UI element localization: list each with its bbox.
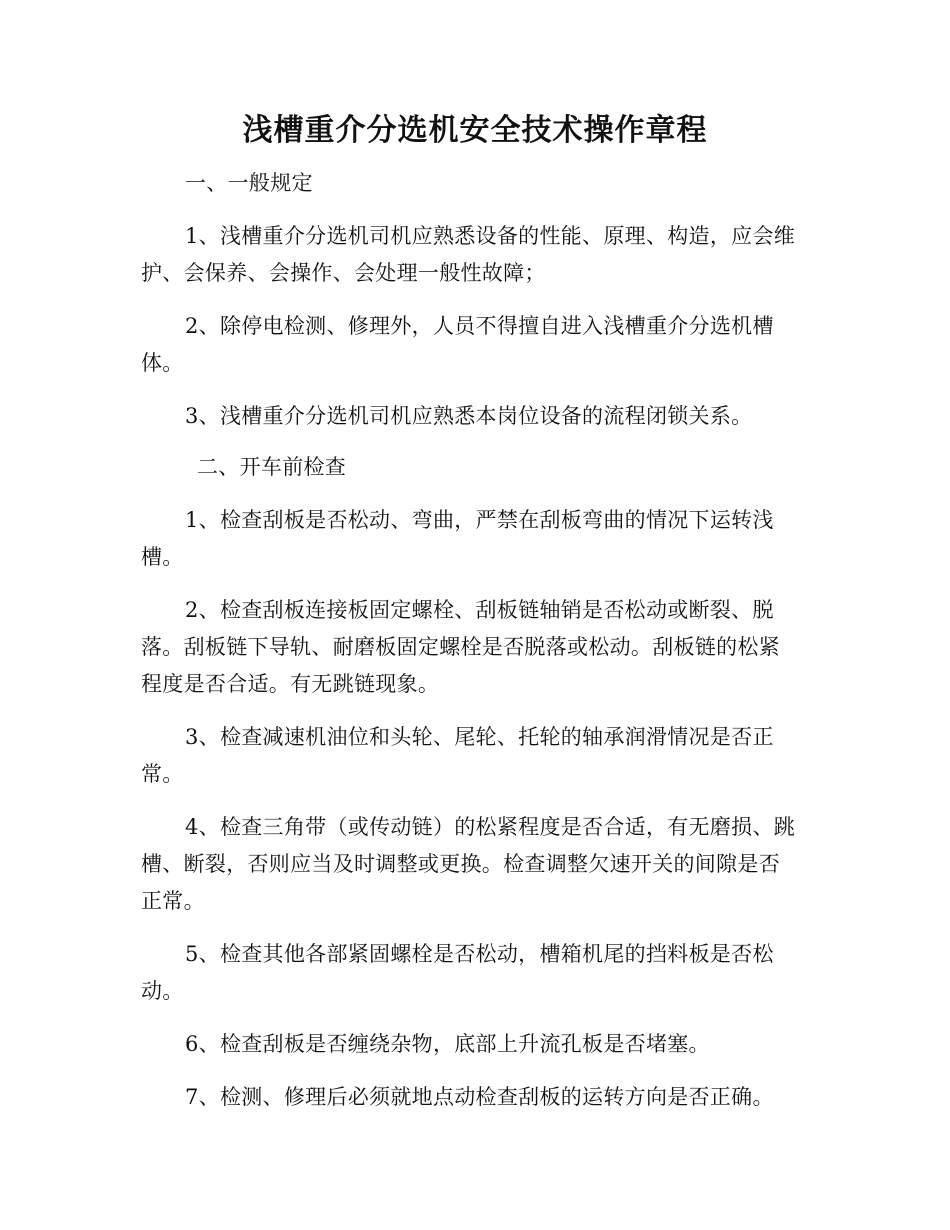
paragraph-line: 5、检查其他各部紧固螺栓是否松动，槽箱机尾的挡料板是否松 <box>185 942 774 966</box>
paragraph-line: 3、浅槽重介分选机司机应熟悉本岗位设备的流程闭锁关系。 <box>185 404 753 428</box>
section-heading: 二、开车前检查 <box>197 455 347 479</box>
paragraph-line: 正常。 <box>141 889 205 913</box>
paragraph-line: 落。刮板链下导轨、耐磨板固定螺栓是否脱落或松动。刮板链的松紧 <box>141 635 780 659</box>
paragraph-line: 槽、断裂，否则应当及时调整或更换。检查调整欠速开关的间隙是否 <box>141 852 780 876</box>
paragraph-line: 6、检查刮板是否缠绕杂物，底部上升流孔板是否堵塞。 <box>185 1032 710 1056</box>
paragraph-line: 3、检查减速机油位和头轮、尾轮、托轮的轴承润滑情况是否正 <box>185 725 774 749</box>
paragraph-line: 1、浅槽重介分选机司机应熟悉设备的性能、原理、构造，应会维 <box>185 224 796 248</box>
paragraph-line: 护、会保养、会操作、会处理一般性故障； <box>141 261 546 285</box>
paragraph-line: 7、检测、修理后必须就地点动检查刮板的运转方向是否正确。 <box>185 1085 774 1109</box>
paragraph-line: 2、检查刮板连接板固定螺栓、刮板链轴销是否松动或断裂、脱 <box>185 598 774 622</box>
paragraph-line: 动。 <box>141 979 184 1003</box>
document-title: 浅槽重介分选机安全技术操作章程 <box>242 113 708 148</box>
section-heading: 一、一般规定 <box>185 171 313 195</box>
paragraph-line: 槽。 <box>141 545 184 569</box>
paragraph-line: 4、检查三角带（或传动链）的松紧程度是否合适，有无磨损、跳 <box>185 815 796 839</box>
paragraph-line: 程度是否合适。有无跳链现象。 <box>141 672 440 696</box>
paragraph-line: 2、除停电检测、修理外，人员不得擅自进入浅槽重介分选机槽 <box>185 314 774 338</box>
paragraph-line: 1、检查刮板是否松动、弯曲，严禁在刮板弯曲的情况下运转浅 <box>185 508 774 532</box>
paragraph-line: 常。 <box>141 762 184 786</box>
paragraph-line: 体。 <box>141 351 184 375</box>
